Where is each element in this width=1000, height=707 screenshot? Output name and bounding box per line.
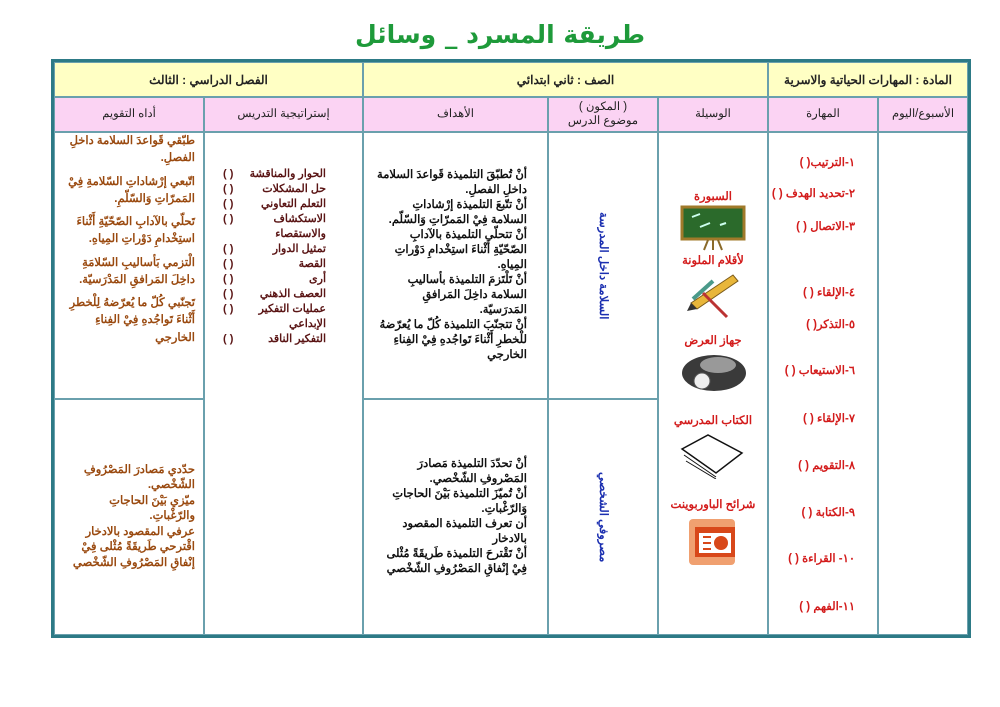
strategy-item: والاستقصاء (275, 228, 326, 240)
blackboard-icon (659, 205, 767, 251)
goal-item: أنْ تتجنّبَ التلميذة كُلّ ما يُعرّضهُ للْخطرِ أَثْناءَ تَواجُدهِ فِيْ الفِناءِ الخارجي (379, 318, 527, 361)
strategy-item: التعلم التعاوني ( ) (223, 198, 326, 210)
evaluation-item: اقْترحي طَريقَةً مُثْلى فِيْ إنْفاقِ المَصْرُوفِ الشّخْصي (72, 541, 195, 569)
evaluation-item: طبّقي قَواعدَ السلامة داخلِ الفصلِ. (69, 135, 195, 165)
evaluation-cell (54, 132, 204, 399)
semester-cell: الفصل الدراسي : الثالث (54, 62, 363, 97)
skills-cell (768, 132, 878, 635)
strategy-item: الحوار والمناقشة ( ) (223, 168, 326, 180)
evaluation-cell (54, 399, 204, 635)
means-cell (658, 132, 768, 635)
skill-item: ٢-تحديد الهدف ( ) (771, 188, 855, 200)
skill-item: ١١-الفهم ( ) (799, 601, 855, 613)
evaluation-item: تَجنّبي كُلّ ما يُعرّضهُ لِلْخطرِ أَثْناءَ تَواجُدهِ فِيْ الفِناءِ الخارجي (69, 297, 195, 344)
skill-item: ٥-التذكر( ) (806, 319, 855, 331)
strategy-item: التفكير الناقد ( ) (223, 333, 326, 345)
skill-item: ١٠- القراءة ( ) (788, 553, 855, 565)
lesson-plan-table (51, 59, 971, 638)
powerpoint-icon (659, 515, 767, 569)
goal-item: أنْ تَلْتَزمَ التلميذة بأساليبِ السلامة داخِلَ المَرافقِ المَدرَسيّة. (407, 273, 527, 316)
projector-icon (659, 349, 767, 395)
week-cell (878, 132, 968, 635)
col-goals: الأهداف (363, 97, 548, 132)
skill-item: ٣-الاتصال ( ) (796, 221, 855, 233)
col-means: الوسيلة (658, 97, 768, 132)
skill-item: ٤-الإلقاء ( ) (802, 287, 855, 299)
goals-cell (363, 399, 548, 635)
strategy-item: أرى ( ) (223, 273, 326, 285)
goal-item: أنْ تحدّدَ التلميذة مَصادرَ المَصْروفِ الشّخْصي. (417, 458, 527, 486)
skill-item: ١-الترتيب( ) (799, 157, 855, 169)
means-label: جهاز العرض (684, 335, 742, 347)
means-label: السبورة (694, 191, 732, 203)
evaluation-item: عرفي المقصود بالادخار (85, 525, 195, 538)
topic-text: مصروفي الشخصي (597, 471, 609, 563)
skill-item: ٦-الاستيعاب ( ) (784, 365, 855, 377)
strategy-item: حل المشكلات ( ) (223, 183, 326, 195)
col-topic: ( المكون ) موضوع الدرس (548, 97, 658, 132)
strategy-item: الإبداعي (289, 318, 326, 330)
topic-cell (548, 399, 658, 635)
subject-cell: المادة : المهارات الحياتية والاسرية (768, 62, 968, 97)
goal-item: أنْ تَقْترحَ التلميذة طَريقَةً مُثْلى فِيْ إنْفاقِ المَصْرُوفِ الشّخْصي (386, 547, 527, 575)
col-skill: المهارة (768, 97, 878, 132)
col-strategy: إستراتيجية التدريس (204, 97, 363, 132)
evaluation-item: حدّدي مَصادرَ المَصْرُوفِ الشّخْصي. (83, 463, 195, 492)
grade-cell: الصف : ثاني ابتدائي (363, 62, 768, 97)
strategy-item: تمثيل الدوار ( ) (223, 243, 326, 255)
goal-item: أنْ تُميّزَ التلميذة بَيْنَ الحاجاتِ وَالرّغْباتِ. (392, 488, 527, 516)
topic-text: السلامة داخل المدرسة (597, 211, 609, 320)
strategy-item: الاستكشاف ( ) (223, 213, 326, 225)
col-evaluation: أداه التقويم (54, 97, 204, 132)
skill-item: ٧-الإلقاء ( ) (802, 413, 855, 425)
skill-item: ٩-الكتابة ( ) (801, 507, 855, 519)
evaluation-item: ميّزي بَيْنَ الحاجاتِ والرّغْباتِ. (109, 494, 195, 523)
goal-item: أنْ تتّبعَ التلميذة إرْشاداتِ السلامة فِيْ المَمرّاتِ وَالسّلّم. (388, 199, 527, 227)
strategy-item: العصف الذهني ( ) (223, 288, 326, 300)
means-label: لأقلام الملونة (682, 255, 744, 267)
col-week: الأسبوع/اليوم (878, 97, 968, 132)
evaluation-item: تَحلّي بالآدابِ الصّحّيّةِ أَثْناءَ استِخْدامِ دَوْراتِ المِياهِ. (76, 216, 195, 246)
goal-item: أنْ تُطبّقَ التلميذة قَواعدَ السلامة داخلِ الفصلِ. (377, 169, 527, 197)
textbook-icon (659, 429, 767, 479)
colored-pencils-icon (659, 269, 767, 319)
skill-item: ٨-التقويم ( ) (798, 460, 855, 472)
means-label: شرائح الباوربوينت (670, 499, 756, 511)
evaluation-item: اتّبعي إرْشاداتِ السّلامةِ فِيْ المَمرّاتِ وَالسّلّمِ. (68, 175, 195, 205)
goal-item: أن تعرف التلميذة المقصود بالادخار (402, 518, 527, 545)
strategy-cell (204, 132, 363, 635)
goal-item: أنْ تتحلّى التلميذة بالآدابِ الصّحّيّةِ أَثْناءَ استِخْدامِ دَوْراتِ المِياهِ. (394, 229, 527, 272)
strategy-item: عمليات التفكير ( ) (223, 303, 326, 315)
means-label: الكتاب المدرسي (673, 415, 753, 427)
evaluation-item: الْتزمي بَأساليبِ السّلامَةِ داخِلَ المَرافقِ المَدْرَسيّة. (79, 256, 195, 286)
strategy-item: القصة ( ) (223, 258, 326, 270)
goals-cell (363, 132, 548, 399)
topic-cell (548, 132, 658, 399)
page-title: طريقة المسرد _ وسائل (354, 20, 645, 49)
